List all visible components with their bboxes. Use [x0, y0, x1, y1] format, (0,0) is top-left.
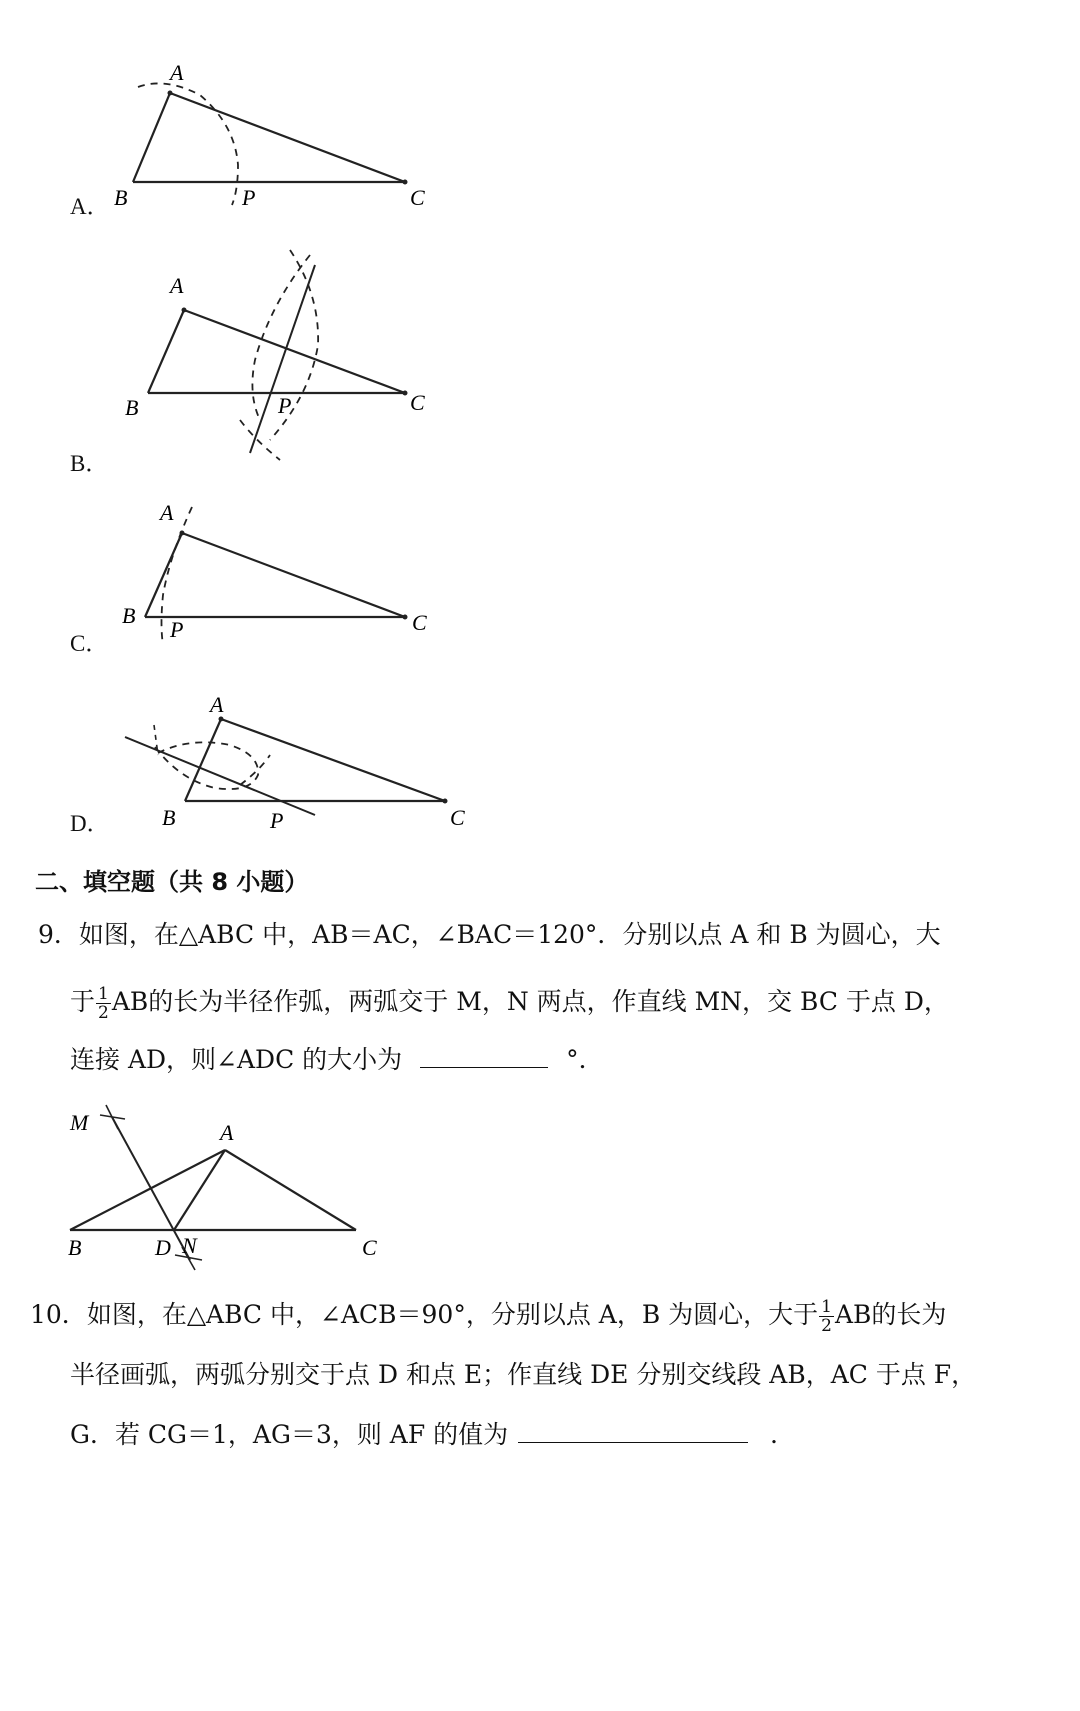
q10-answer-blank[interactable]	[518, 1420, 748, 1443]
label-a: A	[220, 1120, 234, 1145]
label-b: B	[162, 805, 176, 830]
q9-fraction	[96, 985, 111, 1022]
q10-fraction	[819, 1298, 834, 1335]
q9-line2	[70, 985, 949, 1022]
arc-right	[240, 755, 270, 785]
label-c: C	[410, 185, 425, 210]
label-a: A	[170, 273, 184, 298]
label-p: P	[242, 185, 256, 210]
label-a: A	[160, 500, 174, 525]
segment-ab	[70, 1150, 225, 1230]
point-c	[403, 615, 408, 620]
label-c: C	[410, 390, 425, 415]
segment-ac	[221, 719, 445, 801]
q9-text-1: 如图，在△ABC 中，AB＝AC，∠BAC＝120°．分别以点 A 和 B 为圆心，大	[78, 920, 941, 949]
point-c	[403, 180, 408, 185]
point-c	[443, 799, 448, 804]
label-n: N	[182, 1233, 197, 1258]
segment-ab	[133, 93, 170, 182]
segment-ac	[182, 533, 405, 617]
option-b-figure	[110, 245, 430, 470]
bisector-line	[125, 737, 315, 815]
point-a	[168, 91, 173, 96]
q10-line2	[70, 1360, 976, 1390]
label-p: P	[278, 393, 292, 418]
label-b: B	[125, 395, 139, 420]
q10-text-1b: AB的长为	[834, 1300, 947, 1329]
option-a-figure	[110, 55, 430, 215]
fraction-denominator: 2	[98, 1003, 109, 1023]
segment-ac	[170, 93, 405, 182]
label-p: P	[270, 808, 284, 833]
label-b: B	[68, 1235, 82, 1260]
fraction-denominator: 2	[821, 1316, 832, 1336]
label-b: B	[114, 185, 128, 210]
q9-number: 9．	[38, 920, 79, 949]
line-mn	[112, 1117, 190, 1260]
option-b-label: B．	[70, 451, 109, 476]
label-c: C	[362, 1235, 377, 1260]
segment-ab	[185, 719, 221, 801]
option-c-figure	[110, 495, 430, 655]
q9-answer-blank[interactable]	[420, 1045, 548, 1068]
label-c: C	[412, 610, 427, 635]
label-c: C	[450, 805, 465, 830]
fraction-numerator: 1	[98, 984, 109, 1004]
point-a	[219, 717, 224, 722]
q9-text-3a: 连接 AD，则∠ADC 的大小为	[70, 1045, 403, 1074]
q10-text-3b: ．	[770, 1420, 796, 1449]
bisector-line	[250, 265, 315, 453]
q9-text-2a: 于	[70, 987, 96, 1016]
q10-text-3a: G．若 CG＝1，AG＝3，则 AF 的值为	[70, 1420, 509, 1449]
q10-text-2: 半径画弧，两弧分别交于点 D 和点 E；作直线 DE 分别交线段 AB，AC 于点 F，	[70, 1360, 977, 1389]
q10-line3	[70, 1420, 795, 1450]
label-p: P	[170, 617, 184, 642]
segment-ac	[225, 1150, 356, 1230]
point-a	[182, 308, 187, 313]
option-d-figure	[110, 685, 470, 835]
q10-text-1a: 如图，在△ABC 中，∠ACB＝90°，分别以点 A，B 为圆心，大于	[86, 1300, 819, 1329]
label-b: B	[122, 603, 136, 628]
segment-ab	[148, 310, 184, 393]
q9-line1	[38, 920, 941, 950]
fraction-numerator: 1	[821, 1297, 832, 1317]
compass-arc	[138, 83, 238, 205]
section-title: 二、填空题（共 8 小题）	[35, 868, 309, 896]
q9-line3	[70, 1045, 604, 1075]
option-d-label: D．	[70, 811, 110, 836]
label-m: M	[70, 1110, 89, 1135]
q10-line1	[30, 1298, 946, 1335]
label-a: A	[210, 692, 224, 717]
point-a	[180, 531, 185, 536]
q9-text-2b: AB的长为半径作弧，两弧交于 M，N 两点，作直线 MN，交 BC 于点 D，	[111, 987, 949, 1016]
q9-figure	[60, 1095, 420, 1275]
option-c-label: C．	[70, 631, 109, 656]
q9-text-3b: °．	[566, 1045, 604, 1074]
label-d: D	[155, 1235, 171, 1260]
label-a: A	[170, 60, 184, 85]
q10-number: 10．	[30, 1300, 87, 1329]
point-c	[403, 391, 408, 396]
option-a-label: A．	[70, 194, 110, 219]
